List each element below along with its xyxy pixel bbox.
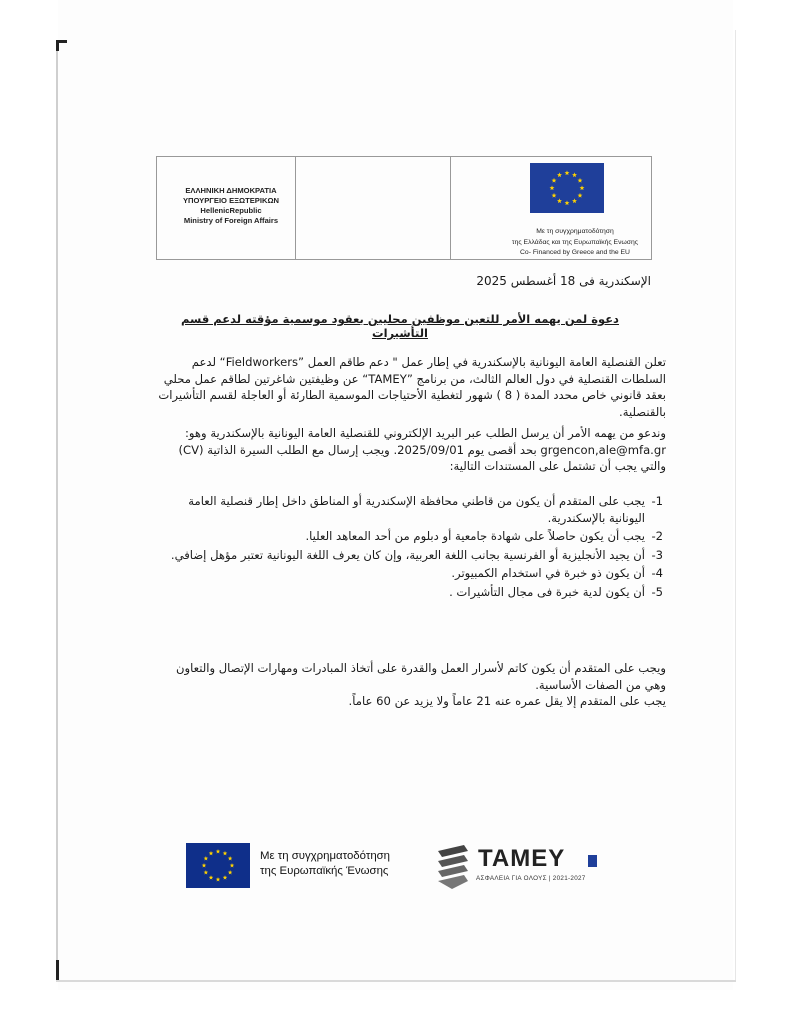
requirement-text: يجب أن يكون حاصلاً على شهادة جامعية أو دبلوم من أحد المعاهد العليا. — [305, 529, 645, 543]
eu-star-icon — [550, 185, 555, 190]
eu-star-icon — [580, 185, 585, 190]
requirement-number: -5 — [651, 584, 663, 599]
requirement-item — [163, 547, 663, 564]
eu-star-icon — [578, 193, 583, 198]
letterhead-empty-cell — [296, 157, 450, 259]
requirement-number: -2 — [651, 529, 663, 543]
page-bottom-edge — [56, 980, 736, 982]
ministry-name — [156, 186, 306, 226]
eu-star-icon — [557, 198, 562, 203]
eu-star-icon — [557, 172, 562, 177]
eu-flag-icon — [530, 163, 604, 213]
eu-star-icon — [223, 851, 228, 855]
paragraph-age: يجب على المتقدم إلا يقل عمره عنه 21 عاماً ولا يزيد عن 60 عاماً. — [348, 694, 666, 708]
eu-stars-icon — [186, 843, 250, 888]
scan-corner-mark — [56, 40, 67, 51]
tamey-emblem-icon — [434, 843, 472, 891]
requirement-text: أن يكون لدية خبرة فى مجال التأشيرات . — [449, 584, 645, 599]
eu-star-icon — [209, 851, 214, 855]
requirement-item — [163, 565, 663, 582]
eu-star-icon — [230, 863, 235, 867]
eu-star-icon — [202, 863, 207, 867]
requirements-list — [163, 493, 663, 602]
ministry-line: ΕΛΛΗΝΙΚΗ ΔΗΜΟΚΡΑΤΙΑ — [185, 186, 277, 195]
eu-cofinance-line: Με τη συγχρηματοδότηση — [260, 850, 391, 862]
requirement-item — [163, 528, 663, 545]
eu-star-icon — [223, 875, 228, 879]
paragraph-intro: تعلن القنصلية العامة اليونانية بالإسكندرية في إطار عمل " دعم طاقم العمل ”Fieldworkers“ لدعم السلطات القنصلية في دول العالم الثالث، من برنامج ”TAMEY“ عن وظيفتين شاغرتين لطاقم عمل محلي بعقد قانوني خاص محدد المدة ( 8 ) شهور لتغطية الأحتياجات الموسمية الطارئة أو العاجلة لقسم التأشيرات بالقنصلية. — [158, 355, 666, 419]
paragraph-application: وندعو من يهمه الأمر أن يرسل الطلب عبر البريد الإلكتروني للقنصلية العامة اليونانية بالإسكندرية وهو: grgencon,ale@mfa.gr بحد أقصى يوم 2025/09/01. ويجب إرسال مع الطلب السيرة الذاتية (CV) والتي يجب أن تشتمل على المستندات التالية: — [178, 426, 666, 473]
requirement-number: -3 — [651, 547, 663, 562]
eu-cofinance-line: της Ευρωπαϊκής Ένωσης — [260, 865, 389, 877]
eu-star-icon — [578, 178, 583, 183]
cofinanced-line: της Ελλάδας και της Ευρωπαϊκής Ενωσης — [511, 238, 639, 246]
eu-star-icon — [572, 198, 577, 203]
tamey-wordmark: TAMEY — [478, 845, 566, 872]
page-left-edge — [56, 40, 58, 980]
eu-stars-icon — [530, 163, 604, 213]
eu-star-icon — [552, 178, 557, 183]
requirement-item — [163, 493, 663, 526]
requirement-number: -1 — [651, 494, 663, 508]
eu-star-icon — [216, 849, 221, 853]
eu-star-icon — [572, 172, 577, 177]
ministry-line: HellenicRepublic — [200, 206, 262, 215]
ministry-line: ΥΠΟΥΡΓΕΙΟ ΕΞΩΤΕΡΙΚΩΝ — [182, 196, 280, 205]
eu-star-icon — [204, 870, 209, 874]
scan-corner-mark-bottom — [56, 960, 67, 980]
eu-star-icon — [552, 193, 557, 198]
letter-date: الإسكندرية فى 18 أغسطس 2025 — [476, 274, 651, 288]
cofinanced-note — [505, 227, 645, 259]
eu-star-icon — [228, 870, 233, 874]
footer-logos — [186, 843, 596, 891]
eu-mini-flag-icon — [588, 855, 597, 867]
cofinanced-line: Co- Financed by Greece and the EU — [520, 249, 630, 256]
ministry-line: Ministry of Foreign Affairs — [183, 216, 279, 225]
eu-cofinance-text — [260, 849, 390, 879]
requirement-item — [163, 584, 663, 601]
eu-star-icon — [228, 856, 233, 860]
page-right-edge — [735, 30, 736, 980]
eu-star-icon — [565, 200, 570, 205]
requirement-text: يجب على المتقدم أن يكون من قاطني محافظة الإسكندرية أو المناطق داخل إطار قنصلية العامة اليونانية بالإسكندرية. — [188, 494, 645, 525]
paragraph-qualities: ويجب على المتقدم أن يكون كاتم لأسرار العمل والقدرة على أتخاذ المبادرات ومهارات الإتصال والتعاون وهي من الصفات الأساسية. — [175, 661, 666, 692]
requirement-text: أن يكون ذو خبرة في استخدام الكمبيوتر. — [451, 566, 645, 580]
requirement-number: -4 — [651, 566, 663, 580]
eu-star-icon — [216, 877, 221, 881]
requirement-text: أن يجيد الأنجليزية أو الفرنسية بجانب اللغة العربية، وإن كان يعرف اللغة اليونانية تعتبر مؤهل إضافي. — [170, 547, 645, 562]
eu-star-icon — [565, 170, 570, 175]
cofinanced-line: Με τη συγχρηματοδότηση — [536, 228, 614, 235]
letter-title: دعوة لمن يهمه الأمر للتعين موظفين محليين بعقود موسمية مؤقته لدعم قسم التأشيرات — [181, 312, 619, 340]
eu-star-icon — [204, 856, 209, 860]
eu-star-icon — [209, 875, 214, 879]
tamey-tagline: ΑΣΦΑΛΕΙΑ ΓΙΑ ΟΛΟΥΣ | 2021-2027 — [476, 875, 586, 882]
eu-flag-icon — [186, 843, 250, 888]
